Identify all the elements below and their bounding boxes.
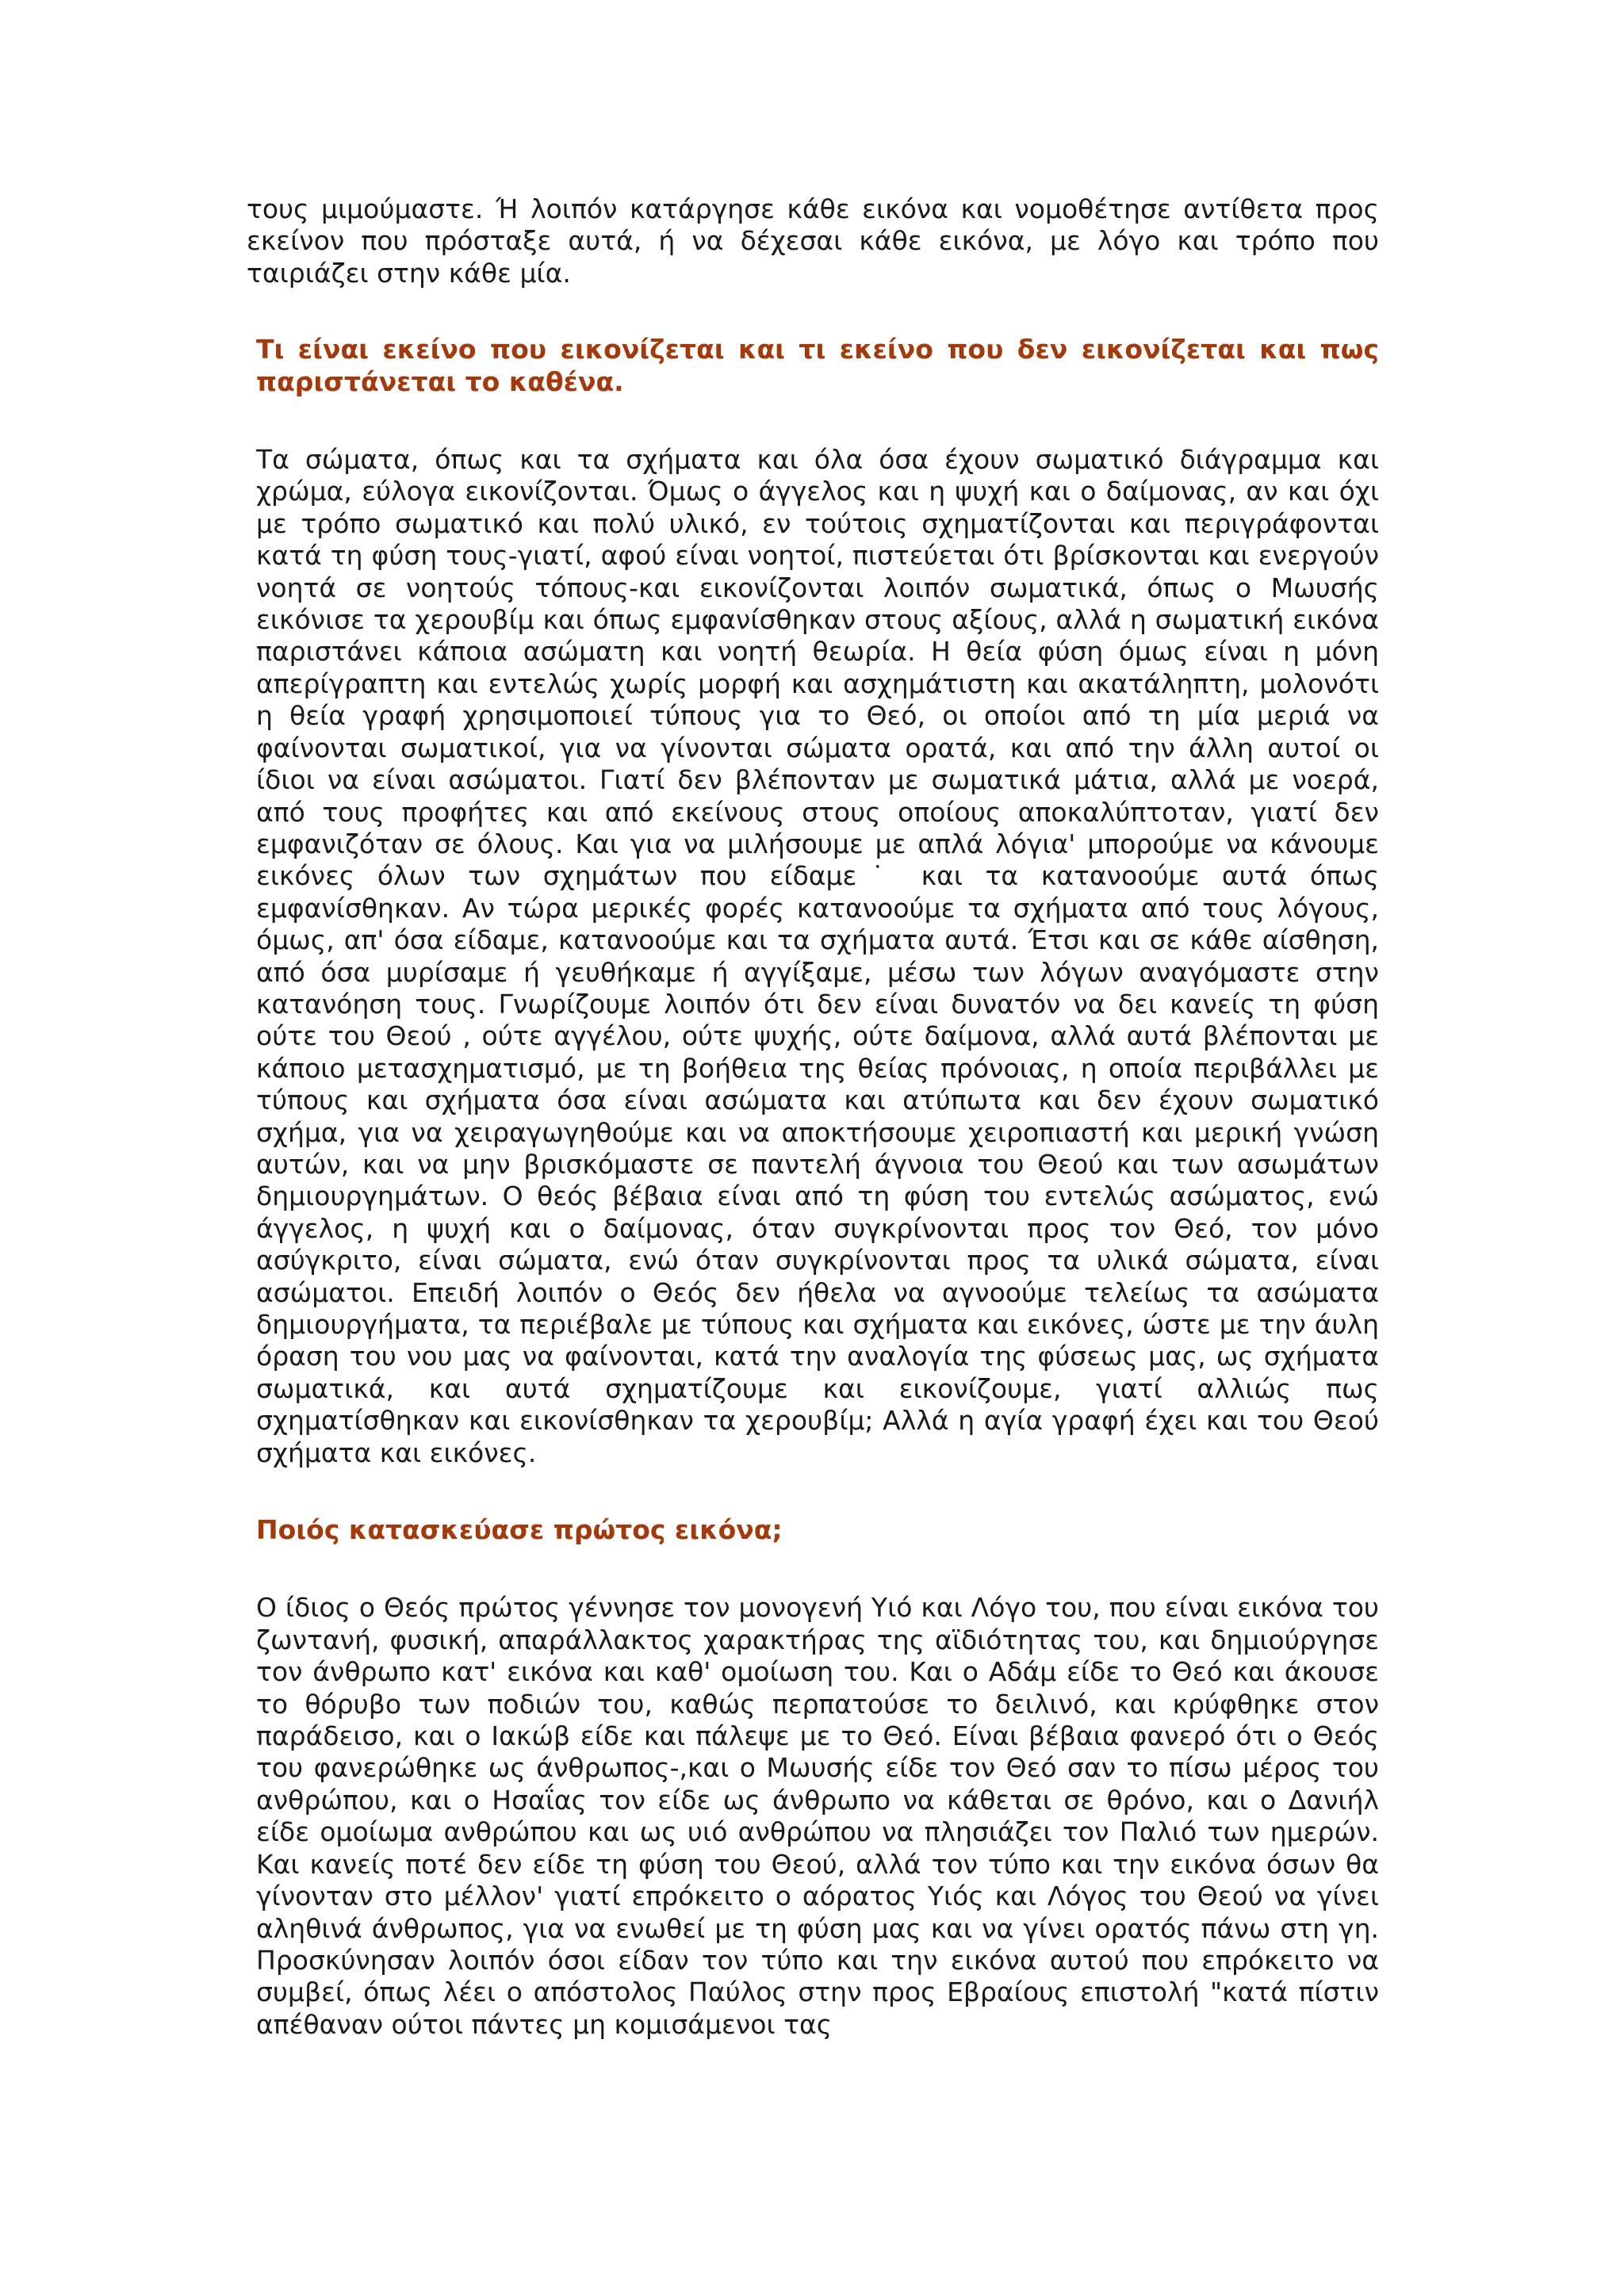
section-heading-what-is-depicted: Τι είναι εκείνο που εικονίζεται και τι εκείνο που δεν εικονίζεται και πως παριστάνεται το καθένα.: [256, 334, 1379, 397]
paragraph-first-image: Ο ίδιος ο Θεός πρώτος γέννησε τον μονογενή Υιό και Λόγο του, που είναι εικόνα του ζωντανή, φυσική, απαράλλακτος χαρακτήρας της αϊδιότητας του, και δημιούργησε τον άνθρωπο κατ' εικόνα και καθ' ομοίωση του. Και ο Αδάμ είδε το Θεό και άκουσε το θόρυβο των ποδιών του, καθώς περπατούσε το δειλινό, και κρύφθηκε στον παράδεισο, και ο Ιακώβ είδε και πάλεψε με το Θεό. Είναι βέβαια φανερό ότι ο Θεός του φανερώθηκε ως άνθρωπος-,και ο Μωυσής είδε τον Θεό σαν το πίσω μέρος του ανθρώπου, και ο Ησαΐας τον είδε ως άνθρωπο να κάθεται σε θρόνο, και ο Δανιήλ είδε ομοίωμα ανθρώπου και ως υιό ανθρώπου να πλησιάζει τον Παλιό των ημερών. Και κανείς ποτέ δεν είδε τη φύση του Θεού, αλλά τον τύπο και την εικόνα όσων θα γίνονταν στο μέλλον' γιατί επρόκειτο ο αόρατος Υιός και Λόγος του Θεού να γίνει αληθινά άνθρωπος, για να ενωθεί με τη φύση μας και να γίνει ορατός πάνω στη γη. Προσκύνησαν λοιπόν όσοι είδαν τον τύπο και την εικόνα αυτού που επρόκειτο να συμβεί, όπως λέει ο απόστολος Παύλος στην προς Εβραίους επιστολή "κατά πίστιν απέθαναν ούτοι πάντες μη κομισάμενοι τας: [256, 1592, 1379, 2040]
paragraph-intro: τους μιμούμαστε. Ή λοιπόν κατάργησε κάθε εικόνα και νομοθέτησε αντίθετα προς εκείνον που πρόσταξε αυτά, ή να δέχεσαι κάθε εικόνα, με λόγο και τρόπο που ταιριάζει στην κάθε μία.: [247, 193, 1379, 289]
spacer: [247, 1469, 1379, 1514]
paragraph-depiction: Τα σώματα, όπως και τα σχήματα και όλα όσα έχουν σωματικό διάγραμμα και χρώμα, εύλογα εικονίζονται. Όμως ο άγγελος και η ψυχή και ο δαίμονας, αν και όχι με τρόπο σωματικό και πολύ υλικό, εν τούτοις σχηματίζονται και περιγράφονται κατά τη φύση τους-γιατί, αφού είναι νοητοί, πιστεύεται ότι βρίσκονται και ενεργούν νοητά σε νοητούς τόπους-και εικονίζονται λοιπόν σωματικά, όπως ο Μωυσής εικόνισε τα χερουβίμ και όπως εμφανίσθηκαν στους αξίους, αλλά η σωματική εικόνα παριστάνει κάποια ασώματη και νοητή θεωρία. Η θεία φύση όμως είναι η μόνη απερίγραπτη και εντελώς χωρίς μορφή και ασχημάτιστη και ακατάληπτη, μολονότι η θεία γραφή χρησιμοποιεί τύπους για το Θεό, οι οποίοι από τη μία μεριά να φαίνονται σωματικοί, για να γίνονται σώματα ορατά, και από την άλλη αυτοί οι ίδιοι να είναι ασώματοι. Γιατί δεν βλέπονταν με σωματικά μάτια, αλλά με νοερά, από τους προφήτες και από εκείνους στους οποίους αποκαλύπτοταν, γιατί δεν εμφανιζόταν σε όλους. Και για να μιλήσουμε με απλά λόγια' μπορούμε να κάνουμε εικόνες όλων των σχημάτων που είδαμε˙ και τα κατανοούμε αυτά όπως εμφανίσθηκαν. Αν τώρα μερικές φορές κατανοούμε τα σχήματα από τους λόγους, όμως, απ' όσα είδαμε, κατανοούμε και τα σχήματα αυτά. Έτσι και σε κάθε αίσθηση, από όσα μυρίσαμε ή γευθήκαμε ή αγγίξαμε, μέσω των λόγων αναγόμαστε στην κατανόηση τους. Γνωρίζουμε λοιπόν ότι δεν είναι δυνατόν να δει κανείς τη φύση ούτε του Θεού , ούτε αγγέλου, ούτε ψυχής, ούτε δαίμονα, αλλά αυτά βλέπονται με κάποιο μετασχηματισμό, με τη βοήθεια της θείας πρόνοιας, η οποία περιβάλλει με τύπους και σχήματα όσα είναι ασώματα και ατύπωτα και δεν έχουν σωματικό σχήμα, για να χειραγωγηθούμε και να αποκτήσουμε χειροπιαστή και μερική γνώση αυτών, και να μην βρισκόμαστε σε παντελή άγνοια του Θεού και των ασωμάτων δημιουργημάτων. Ο θεός βέβαια είναι από τη φύση του εντελώς ασώματος, ενώ άγγελος, η ψυχή και ο δαίμονας, όταν συγκρίνονται προς τον Θεό, τον μόνο ασύγκριτο, είναι σώματα, ενώ όταν συγκρίνονται προς τα υλικά σώματα, είναι ασώματοι. Επειδή λοιπόν ο Θεός δεν ήθελα να αγνοούμε τελείως τα ασώματα δημιουργήματα, τα περιέβαλε με τύπους και σχήματα και εικόνες, ώστε με την άυλη όραση του νου μας να φαίνονται, κατά την αναλογία της φύσεως μας, ως σχήματα σωματικά, και αυτά σχηματίζουμε και εικονίζουμε, γιατί αλλιώς πως σχηματίσθηκαν και εικονίσθηκαν τα χερουβίμ; Αλλά η αγία γραφή έχει και του Θεού σχήματα και εικόνες.: [256, 444, 1379, 1468]
spacer: [247, 398, 1379, 444]
spacer: [247, 289, 1379, 334]
document-page: [247, 193, 1379, 2041]
section-heading-first-image: Ποιός κατασκεύασε πρώτος εικόνα;: [256, 1514, 783, 1546]
spacer: [247, 1546, 1379, 1592]
